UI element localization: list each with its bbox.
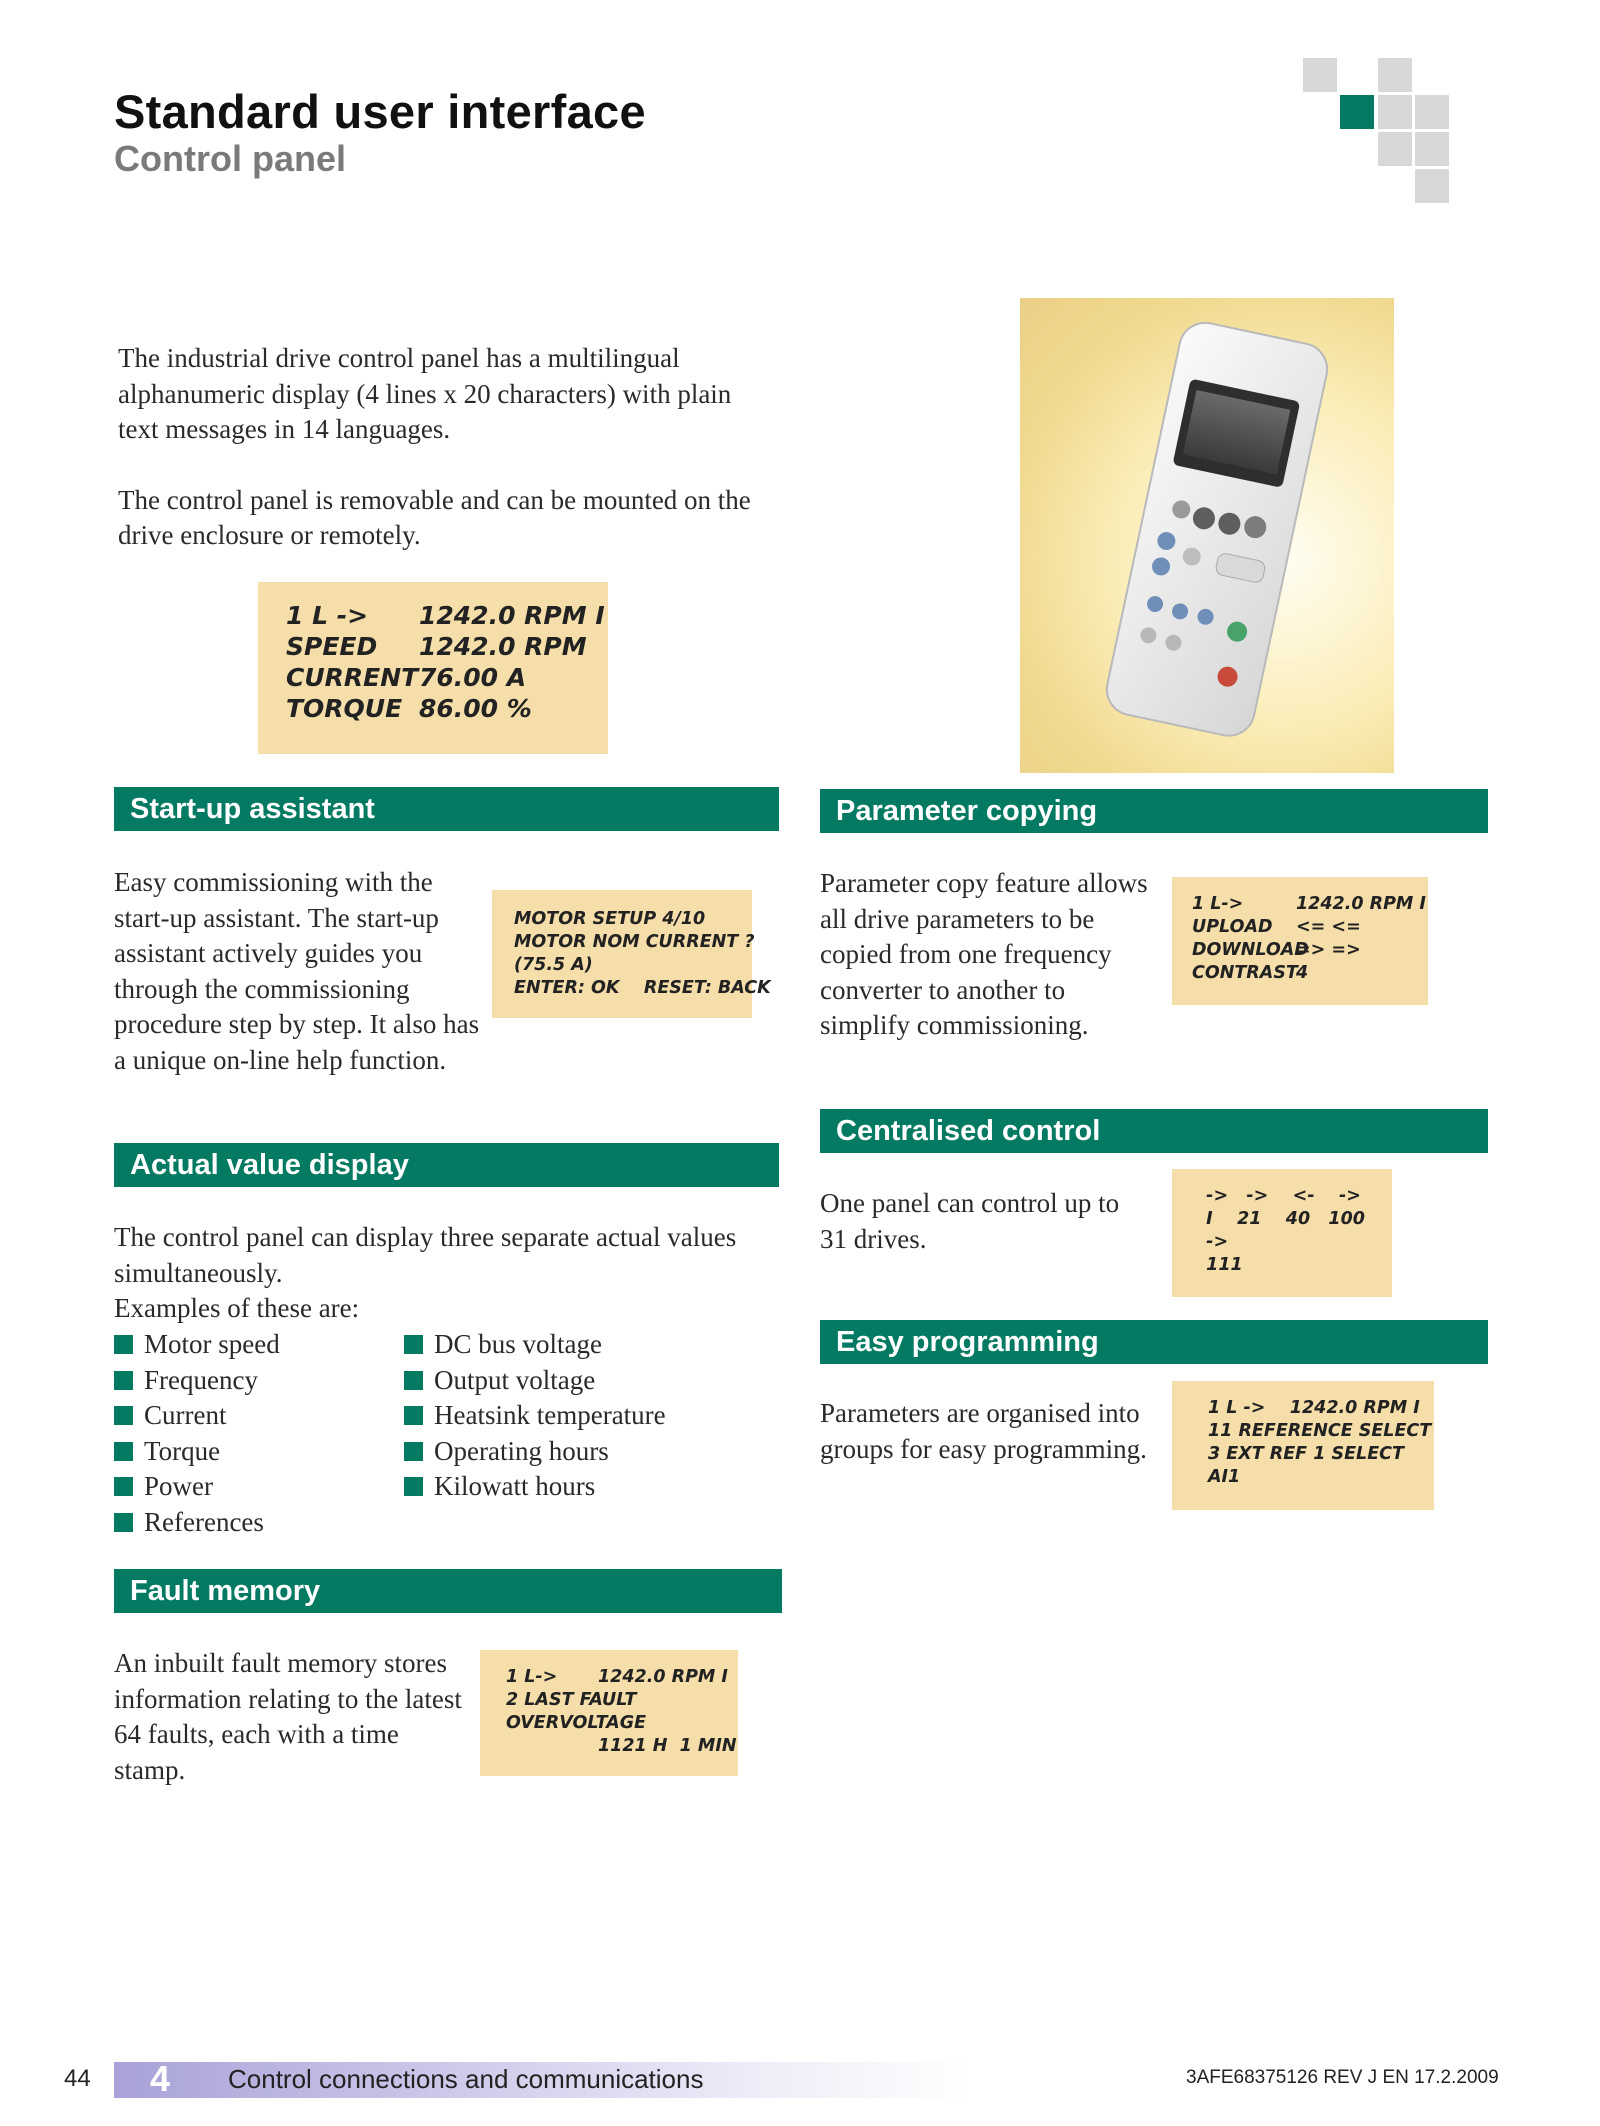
param-copy-text: Parameter copy feature allows all drive parameters to be copied from one frequency converter to another to simplify commissioning. — [820, 868, 1148, 1040]
startup-lcd-display — [492, 890, 771, 1018]
fault-heading: Fault memory — [114, 1569, 782, 1613]
chapter-title: Control connections and communications — [228, 2064, 704, 2094]
lcd-row: 3 EXT REF 1 SELECT — [1208, 1444, 1404, 1464]
lcd-row: 1 L -> 1242.0 RPM I — [286, 601, 605, 630]
param-copy-lcd-display — [1172, 877, 1428, 1005]
param-copy-heading: Parameter copying — [820, 789, 1488, 833]
list-item: DC bus voltage — [404, 1327, 784, 1363]
list-item: Heatsink temperature — [404, 1398, 784, 1434]
lcd-row: 1 L -> 1242.0 RPM I — [1208, 1398, 1420, 1418]
easy-prog-text: Parameters are organised into groups for easy programming. — [820, 1398, 1147, 1464]
control-panel-photo — [1020, 298, 1394, 773]
lcd-row: UPLOAD <= <= — [1192, 917, 1361, 937]
fault-lcd-display — [480, 1650, 738, 1776]
lcd-row: MOTOR SETUP 4/10 — [514, 909, 706, 929]
list-item: Torque — [114, 1434, 394, 1470]
page-title: Standard user interface — [114, 85, 646, 138]
lcd-row: 1121 H 1 MIN — [598, 1736, 737, 1756]
list-item: Current — [114, 1398, 394, 1434]
list-item: Kilowatt hours — [404, 1469, 784, 1505]
easy-prog-lcd-display — [1172, 1381, 1434, 1510]
lcd-row: CONTRAST 4 — [1192, 963, 1309, 983]
intro-paragraph-1: The industrial drive control panel has a multilingual alphanumeric display (4 lines x 20 characters) with plain text messages in 14 languages. — [118, 343, 732, 444]
lcd-row: -> -> <- -> — [1194, 1186, 1361, 1206]
chapter-number: 4 — [150, 2058, 171, 2099]
intro-text — [118, 341, 768, 554]
startup-heading: Start-up assistant — [114, 787, 779, 831]
control-panel-device-icon — [1020, 298, 1394, 773]
list-item: Power — [114, 1469, 394, 1505]
lcd-row: TORQUE 86.00 % — [286, 694, 532, 723]
actual-paragraph: The control panel can display three separate actual values simultaneously. — [114, 1222, 737, 1288]
lcd-row: 2 LAST FAULT — [506, 1690, 637, 1710]
list-item: Operating hours — [404, 1434, 784, 1470]
lcd-row: CURRENT 76.00 A — [286, 663, 527, 692]
lcd-row: MOTOR NOM CURRENT ? — [514, 932, 755, 952]
lcd-row: 111 — [1194, 1255, 1243, 1275]
list-item: Output voltage — [404, 1363, 784, 1399]
lcd-row: ENTER: OK RESET: BACK — [514, 978, 771, 998]
lcd-row: 1 L-> 1242.0 RPM I — [1192, 894, 1426, 914]
lcd-row: DOWNLOAD => => — [1192, 940, 1361, 960]
list-item: Motor speed — [114, 1327, 394, 1363]
lcd-row: I 21 40 100 — [1194, 1209, 1365, 1229]
lcd-row: AI1 — [1208, 1467, 1241, 1487]
easy-prog-heading: Easy programming — [820, 1320, 1488, 1364]
list-item: Frequency — [114, 1363, 394, 1399]
page-number: 44 — [64, 2065, 91, 2092]
central-text: One panel can control up to 31 drives. — [820, 1188, 1120, 1254]
central-heading: Centralised control — [820, 1109, 1488, 1153]
main-lcd-display — [258, 582, 608, 754]
page-subtitle: Control panel — [114, 138, 346, 179]
actual-list-right — [404, 1327, 784, 1505]
actual-examples-label: Examples of these are: — [114, 1293, 360, 1323]
central-lcd-display — [1172, 1169, 1392, 1297]
lcd-row: SPEED 1242.0 RPM — [286, 632, 587, 661]
fault-text: An inbuilt fault memory stores information relating to the latest 64 faults, each with a time stamp. — [114, 1648, 462, 1785]
lcd-row: 11 REFERENCE SELECT — [1208, 1421, 1432, 1441]
list-item: References — [114, 1505, 394, 1541]
lcd-row: (75.5 A) — [514, 955, 593, 975]
lcd-row: 1 L-> 1242.0 RPM I — [506, 1667, 728, 1687]
lcd-row: OVERVOLTAGE — [506, 1713, 647, 1733]
intro-paragraph-2: The control panel is removable and can be mounted on the drive enclosure or remotely. — [118, 484, 751, 550]
lcd-row: -> — [1194, 1232, 1229, 1252]
document-reference: 3AFE68375126 REV J EN 17.2.2009 — [1186, 2067, 1499, 2088]
actual-heading: Actual value display — [114, 1143, 779, 1187]
actual-text — [114, 1220, 764, 1327]
actual-list-left — [114, 1327, 394, 1540]
startup-text: Easy commissioning with the start-up assistant. The start-up assistant actively guides you through the commissioning procedure step by step. It also has a unique on-line help function. — [114, 867, 480, 1075]
